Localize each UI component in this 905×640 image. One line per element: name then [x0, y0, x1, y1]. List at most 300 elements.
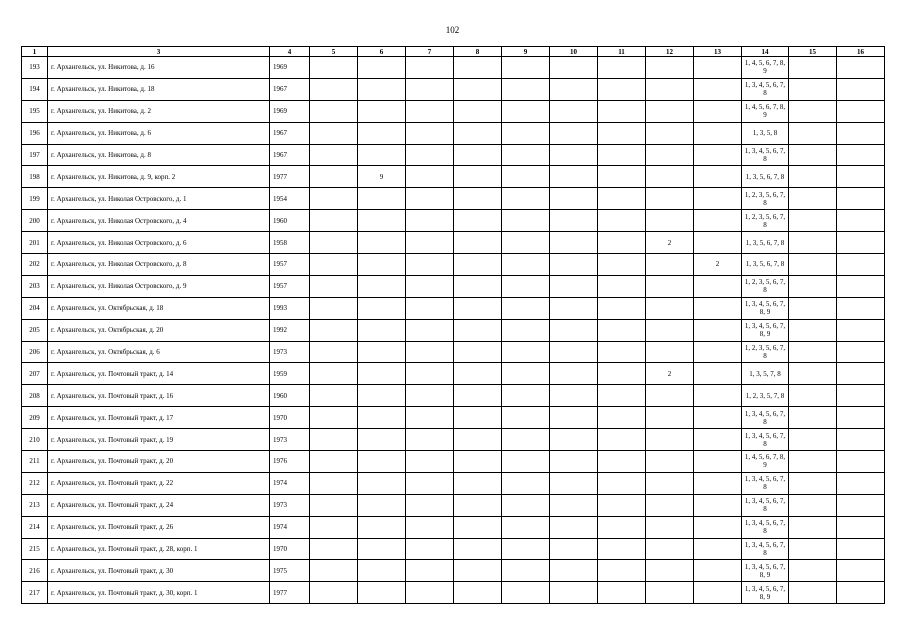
codes-cell: 1, 3, 4, 5, 6, 7, 8 [742, 144, 789, 166]
value-cell [646, 472, 694, 494]
value-cell [598, 363, 646, 385]
value-cell [310, 188, 358, 210]
value-cell [598, 232, 646, 254]
value-cell [550, 122, 598, 144]
address-cell: г. Архангельск, ул. Почтовый тракт, д. 17 [48, 407, 270, 429]
value-cell [598, 582, 646, 604]
value-cell [837, 210, 885, 232]
row-number-cell: 215 [22, 538, 48, 560]
value-cell [406, 516, 454, 538]
year-cell: 1976 [270, 451, 310, 473]
value-cell [502, 254, 550, 276]
value-cell [406, 385, 454, 407]
value-cell [406, 341, 454, 363]
value-cell [550, 319, 598, 341]
row-number-cell: 217 [22, 582, 48, 604]
value-cell [454, 78, 502, 100]
value-cell [310, 451, 358, 473]
value-cell [550, 407, 598, 429]
value-cell [789, 254, 837, 276]
value-cell [837, 560, 885, 582]
value-cell [358, 385, 406, 407]
value-cell [598, 210, 646, 232]
value-cell [550, 78, 598, 100]
value-cell [789, 100, 837, 122]
value-cell [310, 275, 358, 297]
year-cell: 1959 [270, 363, 310, 385]
value-cell [454, 451, 502, 473]
codes-cell: 1, 3, 5, 6, 7, 8 [742, 254, 789, 276]
address-cell: г. Архангельск, ул. Почтовый тракт, д. 22 [48, 472, 270, 494]
address-cell: г. Архангельск, ул. Никитова, д. 18 [48, 78, 270, 100]
codes-cell: 1, 3, 4, 5, 6, 7, 8 [742, 429, 789, 451]
value-cell [550, 254, 598, 276]
value-cell [502, 582, 550, 604]
column-header: 11 [598, 47, 646, 57]
value-cell [310, 341, 358, 363]
value-cell [358, 582, 406, 604]
row-number-cell: 208 [22, 385, 48, 407]
value-cell [550, 494, 598, 516]
value-cell [789, 429, 837, 451]
value-cell [310, 582, 358, 604]
codes-cell: 1, 3, 5, 6, 7, 8 [742, 232, 789, 254]
value-cell [789, 144, 837, 166]
table-row [22, 538, 885, 560]
codes-cell: 1, 3, 4, 5, 6, 7, 8 [742, 407, 789, 429]
value-cell [502, 319, 550, 341]
address-cell: г. Архангельск, ул. Никитова, д. 2 [48, 100, 270, 122]
row-number-cell: 195 [22, 100, 48, 122]
value-cell [502, 516, 550, 538]
address-cell: г. Архангельск, ул. Николая Островского, д. 6 [48, 232, 270, 254]
value-cell [310, 122, 358, 144]
value-cell [598, 166, 646, 188]
value-cell [502, 429, 550, 451]
column-header: 10 [550, 47, 598, 57]
value-cell [502, 57, 550, 79]
codes-cell: 1, 2, 3, 5, 6, 7, 8 [742, 341, 789, 363]
value-cell [837, 516, 885, 538]
value-cell [646, 451, 694, 473]
column-header: 15 [789, 47, 837, 57]
codes-cell: 1, 3, 4, 5, 6, 7, 8, 9 [742, 297, 789, 319]
column-header: 13 [694, 47, 742, 57]
address-cell: г. Архангельск, ул. Почтовый тракт, д. 28, корп. 1 [48, 538, 270, 560]
value-cell [502, 472, 550, 494]
value-cell [598, 275, 646, 297]
value-cell [358, 560, 406, 582]
value-cell [502, 188, 550, 210]
table-row [22, 57, 885, 79]
value-cell [550, 472, 598, 494]
value-cell [598, 472, 646, 494]
value-cell [358, 254, 406, 276]
value-cell [358, 363, 406, 385]
year-cell: 1970 [270, 538, 310, 560]
value-cell [406, 319, 454, 341]
value-cell [310, 232, 358, 254]
value-cell [358, 275, 406, 297]
value-cell [310, 385, 358, 407]
year-cell: 1960 [270, 210, 310, 232]
year-cell: 1960 [270, 385, 310, 407]
value-cell [310, 144, 358, 166]
value-cell [789, 319, 837, 341]
address-cell: г. Архангельск, ул. Почтовый тракт, д. 24 [48, 494, 270, 516]
value-cell [837, 363, 885, 385]
row-number-cell: 201 [22, 232, 48, 254]
value-cell [837, 232, 885, 254]
value-cell [406, 254, 454, 276]
value-cell [454, 144, 502, 166]
value-cell [694, 494, 742, 516]
row-number-cell: 203 [22, 275, 48, 297]
year-cell: 1973 [270, 341, 310, 363]
value-cell [358, 297, 406, 319]
table-row [22, 319, 885, 341]
value-cell [454, 166, 502, 188]
value-cell [646, 166, 694, 188]
address-cell: г. Архангельск, ул. Почтовый тракт, д. 26 [48, 516, 270, 538]
value-cell [550, 297, 598, 319]
address-cell: г. Архангельск, ул. Никитова, д. 6 [48, 122, 270, 144]
row-number-cell: 210 [22, 429, 48, 451]
codes-cell: 1, 4, 5, 6, 7, 8, 9 [742, 451, 789, 473]
codes-cell: 1, 3, 5, 7, 8 [742, 363, 789, 385]
value-cell [406, 429, 454, 451]
codes-cell: 1, 2, 3, 5, 7, 8 [742, 385, 789, 407]
column-header: 12 [646, 47, 694, 57]
value-cell [406, 188, 454, 210]
value-cell [789, 210, 837, 232]
value-cell [646, 210, 694, 232]
year-cell: 1974 [270, 516, 310, 538]
value-cell [406, 538, 454, 560]
value-cell [598, 385, 646, 407]
table-row [22, 341, 885, 363]
value-cell [454, 472, 502, 494]
year-cell: 1992 [270, 319, 310, 341]
value-cell [837, 319, 885, 341]
year-cell: 1973 [270, 494, 310, 516]
value-cell [837, 407, 885, 429]
address-cell: г. Архангельск, ул. Никитова, д. 9, корп. 2 [48, 166, 270, 188]
address-cell: г. Архангельск, ул. Никитова, д. 16 [48, 57, 270, 79]
value-cell [837, 429, 885, 451]
value-cell: 2 [694, 254, 742, 276]
value-cell [502, 341, 550, 363]
row-number-cell: 206 [22, 341, 48, 363]
value-cell [550, 451, 598, 473]
value-cell [694, 188, 742, 210]
value-cell [837, 100, 885, 122]
column-header: 9 [502, 47, 550, 57]
value-cell [406, 100, 454, 122]
codes-cell: 1, 3, 4, 5, 6, 7, 8 [742, 516, 789, 538]
table-row [22, 582, 885, 604]
value-cell [694, 166, 742, 188]
year-cell: 1967 [270, 122, 310, 144]
value-cell [646, 100, 694, 122]
value-cell [694, 582, 742, 604]
value-cell [502, 451, 550, 473]
value-cell [502, 560, 550, 582]
table-row [22, 166, 885, 188]
row-number-cell: 193 [22, 57, 48, 79]
value-cell [358, 429, 406, 451]
value-cell [646, 429, 694, 451]
column-header: 5 [310, 47, 358, 57]
value-cell [454, 341, 502, 363]
value-cell [502, 232, 550, 254]
table-row [22, 232, 885, 254]
value-cell [310, 429, 358, 451]
value-cell [694, 341, 742, 363]
year-cell: 1954 [270, 188, 310, 210]
year-cell: 1967 [270, 78, 310, 100]
value-cell [502, 385, 550, 407]
value-cell [694, 297, 742, 319]
year-cell: 1967 [270, 144, 310, 166]
value-cell [502, 363, 550, 385]
page-number: 102 [445, 25, 460, 35]
table-row [22, 275, 885, 297]
table-row [22, 407, 885, 429]
codes-cell: 1, 2, 3, 5, 6, 7, 8 [742, 210, 789, 232]
year-cell: 1957 [270, 275, 310, 297]
address-cell: г. Архангельск, ул. Почтовый тракт, д. 20 [48, 451, 270, 473]
value-cell [694, 385, 742, 407]
value-cell [598, 254, 646, 276]
value-cell [454, 363, 502, 385]
value-cell [598, 538, 646, 560]
row-number-cell: 216 [22, 560, 48, 582]
value-cell [694, 57, 742, 79]
value-cell [694, 516, 742, 538]
value-cell [358, 78, 406, 100]
value-cell [358, 494, 406, 516]
value-cell [598, 429, 646, 451]
value-cell [646, 78, 694, 100]
address-cell: г. Архангельск, ул. Октябрьская, д. 6 [48, 341, 270, 363]
value-cell [646, 122, 694, 144]
value-cell [694, 100, 742, 122]
value-cell [454, 429, 502, 451]
value-cell [694, 429, 742, 451]
value-cell [358, 319, 406, 341]
value-cell [406, 494, 454, 516]
value-cell [694, 451, 742, 473]
value-cell [454, 319, 502, 341]
value-cell [310, 297, 358, 319]
value-cell [598, 319, 646, 341]
address-cell: г. Архангельск, ул. Николая Островского, д. 8 [48, 254, 270, 276]
row-number-cell: 200 [22, 210, 48, 232]
address-cell: г. Архангельск, ул. Почтовый тракт, д. 30 [48, 560, 270, 582]
value-cell [310, 57, 358, 79]
value-cell [598, 57, 646, 79]
row-number-cell: 213 [22, 494, 48, 516]
codes-cell: 1, 3, 4, 5, 6, 7, 8, 9 [742, 582, 789, 604]
value-cell [789, 363, 837, 385]
column-header: 7 [406, 47, 454, 57]
value-cell [646, 144, 694, 166]
codes-cell: 1, 3, 4, 5, 6, 7, 8, 9 [742, 319, 789, 341]
row-number-cell: 202 [22, 254, 48, 276]
table-row [22, 210, 885, 232]
value-cell [598, 451, 646, 473]
value-cell [789, 451, 837, 473]
row-number-cell: 198 [22, 166, 48, 188]
value-cell [789, 166, 837, 188]
value-cell [789, 341, 837, 363]
address-cell: г. Архангельск, ул. Николая Островского, д. 1 [48, 188, 270, 210]
table-row [22, 188, 885, 210]
value-cell [789, 560, 837, 582]
address-cell: г. Архангельск, ул. Октябрьская, д. 18 [48, 297, 270, 319]
value-cell [454, 57, 502, 79]
value-cell [550, 582, 598, 604]
value-cell [646, 297, 694, 319]
year-cell: 1975 [270, 560, 310, 582]
value-cell [502, 100, 550, 122]
value-cell [598, 407, 646, 429]
value-cell [406, 451, 454, 473]
value-cell [454, 188, 502, 210]
table-row [22, 78, 885, 100]
value-cell [789, 385, 837, 407]
value-cell [694, 472, 742, 494]
codes-cell: 1, 3, 4, 5, 6, 7, 8 [742, 78, 789, 100]
value-cell [598, 560, 646, 582]
value-cell [789, 516, 837, 538]
value-cell [598, 78, 646, 100]
value-cell [358, 122, 406, 144]
row-number-cell: 205 [22, 319, 48, 341]
value-cell [454, 254, 502, 276]
value-cell [358, 210, 406, 232]
value-cell [406, 232, 454, 254]
row-number-cell: 207 [22, 363, 48, 385]
value-cell [454, 538, 502, 560]
value-cell [454, 494, 502, 516]
value-cell [789, 407, 837, 429]
value-cell [646, 57, 694, 79]
value-cell [694, 144, 742, 166]
codes-cell: 1, 2, 3, 5, 6, 7, 8 [742, 275, 789, 297]
value-cell [358, 57, 406, 79]
value-cell [454, 122, 502, 144]
value-cell [502, 275, 550, 297]
value-cell [454, 275, 502, 297]
value-cell [406, 297, 454, 319]
value-cell [454, 560, 502, 582]
value-cell [502, 407, 550, 429]
value-cell [694, 210, 742, 232]
table-row [22, 385, 885, 407]
value-cell: 2 [646, 232, 694, 254]
value-cell [406, 210, 454, 232]
value-cell [406, 166, 454, 188]
value-cell [789, 494, 837, 516]
value-cell [550, 560, 598, 582]
year-cell: 1974 [270, 472, 310, 494]
value-cell [598, 144, 646, 166]
value-cell [646, 254, 694, 276]
value-cell [406, 144, 454, 166]
year-cell: 1958 [270, 232, 310, 254]
value-cell [358, 341, 406, 363]
value-cell [694, 275, 742, 297]
column-header: 1 [22, 47, 48, 57]
year-cell: 1957 [270, 254, 310, 276]
value-cell [502, 494, 550, 516]
value-cell [646, 582, 694, 604]
table-row [22, 144, 885, 166]
value-cell [789, 297, 837, 319]
value-cell [837, 582, 885, 604]
table-row [22, 451, 885, 473]
value-cell [550, 166, 598, 188]
codes-cell: 1, 3, 4, 5, 6, 7, 8 [742, 538, 789, 560]
table-row [22, 560, 885, 582]
value-cell [837, 57, 885, 79]
value-cell [646, 538, 694, 560]
value-cell [694, 78, 742, 100]
value-cell [406, 560, 454, 582]
value-cell [550, 363, 598, 385]
value-cell [454, 516, 502, 538]
value-cell [837, 538, 885, 560]
row-number-cell: 204 [22, 297, 48, 319]
row-number-cell: 211 [22, 451, 48, 473]
value-cell [837, 297, 885, 319]
value-cell [646, 319, 694, 341]
address-cell: г. Архангельск, ул. Николая Островского, д. 4 [48, 210, 270, 232]
value-cell [406, 582, 454, 604]
value-cell [310, 78, 358, 100]
row-number-cell: 197 [22, 144, 48, 166]
year-cell: 1977 [270, 166, 310, 188]
value-cell [837, 254, 885, 276]
value-cell [837, 166, 885, 188]
value-cell [646, 560, 694, 582]
value-cell [550, 57, 598, 79]
row-number-cell: 196 [22, 122, 48, 144]
column-header: 3 [48, 47, 270, 57]
value-cell [694, 560, 742, 582]
value-cell [598, 122, 646, 144]
value-cell [694, 232, 742, 254]
value-cell [358, 516, 406, 538]
value-cell [550, 341, 598, 363]
value-cell [789, 582, 837, 604]
year-cell: 1993 [270, 297, 310, 319]
codes-cell: 1, 3, 4, 5, 6, 7, 8 [742, 472, 789, 494]
value-cell [310, 407, 358, 429]
row-number-cell: 199 [22, 188, 48, 210]
value-cell [598, 494, 646, 516]
value-cell [550, 144, 598, 166]
value-cell [406, 78, 454, 100]
value-cell [454, 582, 502, 604]
value-cell [454, 407, 502, 429]
value-cell [454, 232, 502, 254]
value-cell [837, 494, 885, 516]
year-cell: 1969 [270, 100, 310, 122]
value-cell [550, 385, 598, 407]
